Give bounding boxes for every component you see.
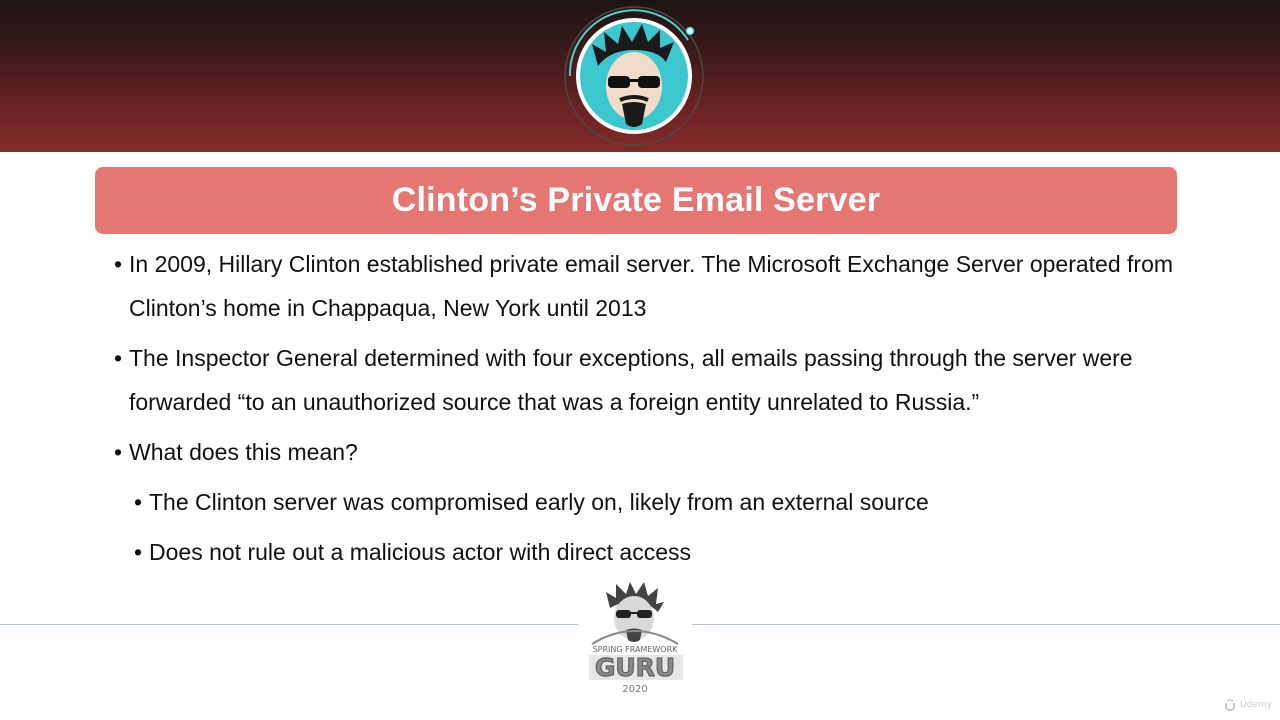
slide-title: Clinton’s Private Email Server bbox=[391, 181, 881, 219]
logo-year: 2020 bbox=[622, 684, 648, 695]
bullet-marker: • bbox=[134, 539, 143, 565]
bullet-text: Does not rule out a malicious actor with direct access bbox=[149, 539, 692, 565]
watermark-text: Udemy bbox=[1240, 700, 1272, 710]
bullet-item bbox=[114, 336, 1174, 424]
bullet-item bbox=[114, 430, 1174, 474]
bullet-text: The Inspector General determined with four exceptions, all emails passing through the server were forwarded “to an unauthorized source that was a foreign entity unrelated to Russia.” bbox=[129, 345, 1133, 415]
bullet-item bbox=[114, 242, 1174, 330]
bullet-marker: • bbox=[114, 251, 123, 277]
sub-bullet-item bbox=[134, 530, 1174, 574]
bullet-text: The Clinton server was compromised early on, likely from an external source bbox=[149, 489, 929, 515]
bullet-text: In 2009, Hillary Clinton established private email server. The Microsoft Exchange Server operated from Clinton’s home in Chappaqua, New York until 2013 bbox=[129, 251, 1174, 321]
presenter-avatar bbox=[562, 4, 706, 148]
logo-line1: SPRING FRAMEWORK bbox=[592, 645, 678, 654]
guru-logo-graphic bbox=[578, 578, 692, 684]
udemy-icon bbox=[1224, 699, 1236, 711]
bullet-marker: • bbox=[114, 345, 123, 371]
udemy-watermark bbox=[1224, 697, 1272, 713]
spring-framework-guru-logo bbox=[578, 578, 692, 700]
bullet-text: What does this mean? bbox=[129, 439, 358, 465]
title-bar bbox=[95, 167, 1177, 234]
logo-line2: GURU bbox=[594, 653, 676, 682]
bullet-marker: • bbox=[134, 489, 143, 515]
bullet-marker: • bbox=[114, 439, 123, 465]
bullet-list bbox=[114, 242, 1174, 580]
sub-bullet-item bbox=[134, 480, 1174, 524]
